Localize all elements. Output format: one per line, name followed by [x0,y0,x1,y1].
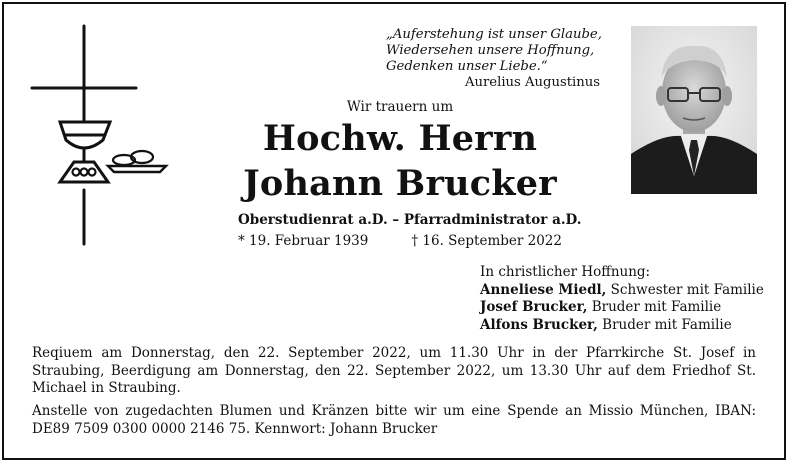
mourner-name: Alfons Brucker, [480,316,598,333]
mourner-name: Josef Brucker, [480,299,588,315]
donation-info: Anstelle von zugedachten Blumen und Kränzen bitte wir um eine Spende an Missio München, IBAN: DE89 7509 0300 0000 2146 75. Kennwort: Johann Brucker [32,403,756,437]
mourner-relation: Bruder mit Familie [597,316,732,333]
death-date: † 16. September 2022 [411,233,562,249]
birth-date: * 19. Februar 1939 [238,233,369,249]
deceased-name: Johann Brucker [243,163,557,204]
quote-line: Wiedersehen unsere Hoffnung, [386,43,595,58]
deceased-positions: Oberstudienrat a.D. – Pfarradministrator a.D. [238,212,582,228]
cross-chalice-bread-icon [28,22,178,252]
intro-text: Wir trauern um [346,99,454,115]
requiem-info: Reqiuem am Donnerstag, den 22. September 2022, um 11.30 Uhr in der Pfarrkirche St. Josef in Straubing, Beerdigung am Donnerstag, den 22. September 2022, um 13.30 Uhr auf dem Friedhof St. Michael in Straubing. [32,345,756,396]
quote-author: Aurelius Augustinus [464,75,600,90]
mourner-row [480,317,764,335]
mourner-relation: Schwester mit Familie [606,281,764,298]
mourner-name: Anneliese Miedl, [480,281,607,298]
mourner-row [480,282,764,300]
quote-line: Gedenken unser Liebe.“ [386,59,548,74]
quote-line: „Auferstehung ist unser Glaube, [386,27,602,42]
augustine-quote [386,27,606,91]
mourner-relation: Bruder mit Familie [587,299,722,315]
mourner-row [480,299,764,317]
portrait-photo [631,26,757,194]
mourners-heading: In christlicher Hoffnung: [480,264,651,280]
deceased-title: Hochw. Herrn [262,118,538,159]
mourners-list [480,264,764,334]
